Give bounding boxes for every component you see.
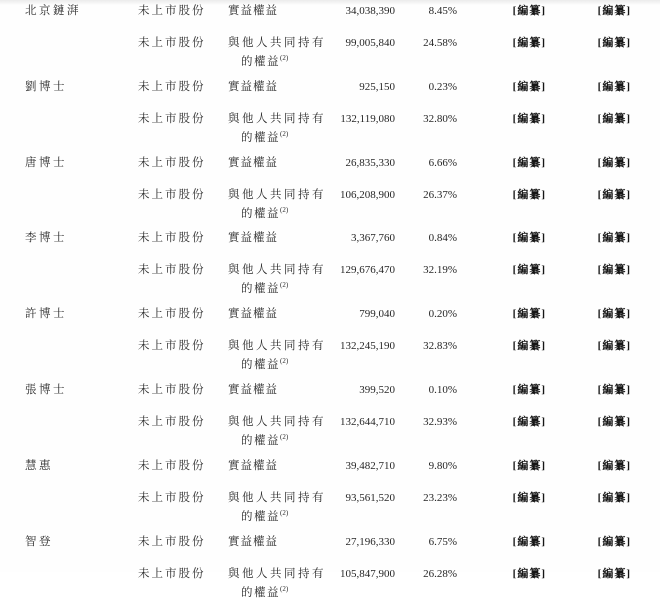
nature-of-interest-text: 與他人共同持有 <box>228 188 326 201</box>
nature-text: 的權益 <box>241 434 280 447</box>
shareholder-name: 劉博士 <box>25 80 67 93</box>
nature-of-interest-text-line2 <box>228 582 328 601</box>
nature-of-interest-text-line2 <box>228 278 328 297</box>
nature-text: 的權益 <box>241 510 280 523</box>
nature-of-interest-text: 實益權益 <box>228 308 278 321</box>
table-row <box>25 459 660 474</box>
nature-of-interest-text: 與他人共同持有 <box>228 340 326 353</box>
table-row <box>25 4 660 19</box>
redacted-cell: [編纂] <box>512 232 546 245</box>
percentage-cell: 8.45% <box>428 5 457 17</box>
redacted-cell: [編纂] <box>597 535 631 548</box>
nature-of-interest-cell <box>228 383 328 398</box>
nature-text: 的權益 <box>241 55 280 68</box>
footnote-ref: (2) <box>280 433 289 442</box>
shareholder-name: 智登 <box>25 535 53 548</box>
redacted-cell: [編纂] <box>512 384 546 397</box>
share-count-cell: 925,150 <box>359 80 395 93</box>
share-count-cell: 129,676,470 <box>340 264 395 277</box>
percentage-cell: 32.93% <box>423 416 457 429</box>
nature-of-interest-text: 實益權益 <box>228 384 278 397</box>
redacted-cell: [編纂] <box>597 80 631 93</box>
redacted-cell: [編纂] <box>512 567 546 580</box>
redacted-cell: [編纂] <box>597 188 631 201</box>
nature-of-interest-cell <box>228 415 328 449</box>
nature-text: 的權益 <box>241 131 280 144</box>
nature-of-interest-text: 與他人共同持有 <box>228 264 326 277</box>
share-count-cell: 132,644,710 <box>340 416 395 429</box>
nature-of-interest-text: 實益權益 <box>228 459 278 472</box>
nature-text: 的權益 <box>241 586 280 599</box>
percentage-cell: 6.75% <box>428 535 457 548</box>
footnote-ref: (2) <box>280 357 289 366</box>
nature-of-interest-text-line2 <box>228 127 328 146</box>
share-count-cell: 26,835,330 <box>345 156 395 169</box>
share-class-cell: 未上市股份 <box>138 232 206 245</box>
footnote-ref: (2) <box>280 584 289 593</box>
table-row <box>25 339 660 373</box>
redacted-cell: [編纂] <box>512 264 546 277</box>
percentage-cell: 26.37% <box>423 188 457 201</box>
percentage-cell: 26.28% <box>423 567 457 580</box>
redacted-cell: [編纂] <box>597 112 631 125</box>
redacted-cell: [編纂] <box>512 308 546 321</box>
nature-of-interest-cell <box>228 567 328 601</box>
table-row <box>25 567 660 601</box>
percentage-cell: 0.23% <box>428 80 457 93</box>
shareholding-table <box>25 4 660 601</box>
nature-of-interest-text: 與他人共同持有 <box>228 567 326 580</box>
nature-text: 的權益 <box>241 359 280 372</box>
redacted-cell: [編纂] <box>512 80 546 93</box>
table-row <box>25 535 660 550</box>
share-count-cell: 39,482,710 <box>345 459 395 472</box>
shareholder-group <box>25 535 660 601</box>
nature-text: 的權益 <box>241 207 280 220</box>
redacted-cell: [編纂] <box>597 308 631 321</box>
redacted-cell: [編纂] <box>512 156 546 169</box>
shareholder-group <box>25 156 660 222</box>
redacted-cell: [編纂] <box>512 5 546 17</box>
share-class-cell: 未上市股份 <box>138 416 206 429</box>
share-count-cell: 799,040 <box>359 308 395 321</box>
nature-of-interest-text-line2 <box>228 51 328 70</box>
nature-of-interest-text-line2 <box>228 354 328 373</box>
nature-of-interest-cell <box>228 535 328 550</box>
nature-of-interest-text-line2 <box>228 430 328 449</box>
table-row <box>25 156 660 171</box>
redacted-cell: [編纂] <box>597 232 631 245</box>
redacted-cell: [編纂] <box>512 459 546 472</box>
percentage-cell: 24.58% <box>423 37 457 49</box>
redacted-cell: [編纂] <box>512 340 546 353</box>
footnote-ref: (2) <box>280 54 289 62</box>
table-row <box>25 112 660 146</box>
nature-text: 的權益 <box>241 283 280 296</box>
share-class-cell: 未上市股份 <box>138 459 206 472</box>
percentage-cell: 0.84% <box>428 232 457 245</box>
redacted-cell: [編纂] <box>512 37 546 49</box>
redacted-cell: [編纂] <box>597 567 631 580</box>
redacted-cell: [編纂] <box>597 156 631 169</box>
redacted-cell: [編纂] <box>597 459 631 472</box>
share-count-cell: 34,038,390 <box>345 5 395 17</box>
share-class-cell: 未上市股份 <box>138 384 206 397</box>
nature-of-interest-cell <box>228 4 328 19</box>
share-count-cell: 106,208,900 <box>340 188 395 201</box>
shareholder-group <box>25 307 660 373</box>
share-class-cell: 未上市股份 <box>138 535 206 548</box>
nature-of-interest-cell <box>228 307 328 322</box>
nature-of-interest-text-line2 <box>228 506 328 525</box>
redacted-cell: [編纂] <box>597 264 631 277</box>
redacted-cell: [編纂] <box>597 384 631 397</box>
nature-of-interest-cell <box>228 112 328 146</box>
shareholder-group <box>25 4 660 70</box>
nature-of-interest-text: 與他人共同持有 <box>228 37 326 49</box>
table-row <box>25 231 660 246</box>
nature-of-interest-cell <box>228 188 328 222</box>
redacted-cell: [編纂] <box>597 491 631 504</box>
shareholder-name: 李博士 <box>25 232 67 245</box>
share-class-cell: 未上市股份 <box>138 112 206 125</box>
nature-of-interest-text: 實益權益 <box>228 232 278 245</box>
share-count-cell: 3,367,760 <box>351 232 395 245</box>
share-count-cell: 99,005,840 <box>345 37 395 49</box>
percentage-cell: 32.83% <box>423 340 457 353</box>
shareholder-name: 許博士 <box>25 308 67 321</box>
nature-of-interest-cell <box>228 156 328 171</box>
nature-of-interest-text: 實益權益 <box>228 5 278 17</box>
share-count-cell: 132,119,080 <box>340 112 395 125</box>
nature-of-interest-text: 實益權益 <box>228 156 278 169</box>
redacted-cell: [編纂] <box>597 340 631 353</box>
redacted-cell: [編纂] <box>597 5 631 17</box>
nature-of-interest-text: 與他人共同持有 <box>228 112 326 125</box>
nature-of-interest-text-line2 <box>228 203 328 222</box>
redacted-cell: [編纂] <box>597 37 631 49</box>
redacted-cell: [編纂] <box>597 416 631 429</box>
footnote-ref: (2) <box>280 129 289 138</box>
nature-of-interest-cell <box>228 36 328 70</box>
share-class-cell: 未上市股份 <box>138 37 206 49</box>
shareholder-group <box>25 231 660 297</box>
table-row <box>25 415 660 449</box>
share-count-cell: 27,196,330 <box>345 535 395 548</box>
share-class-cell: 未上市股份 <box>138 156 206 169</box>
nature-of-interest-text: 與他人共同持有 <box>228 416 326 429</box>
nature-of-interest-cell <box>228 339 328 373</box>
table-row <box>25 80 660 95</box>
table-row <box>25 307 660 322</box>
redacted-cell: [編纂] <box>512 188 546 201</box>
shareholder-group <box>25 383 660 449</box>
share-class-cell: 未上市股份 <box>138 308 206 321</box>
shareholder-group <box>25 80 660 146</box>
nature-of-interest-text: 與他人共同持有 <box>228 491 326 504</box>
nature-of-interest-cell <box>228 263 328 297</box>
share-count-cell: 93,561,520 <box>345 491 395 504</box>
table-row <box>25 188 660 222</box>
table-row <box>25 383 660 398</box>
share-class-cell: 未上市股份 <box>138 188 206 201</box>
footnote-ref: (2) <box>280 508 289 517</box>
percentage-cell: 32.80% <box>423 112 457 125</box>
table-row <box>25 36 660 70</box>
percentage-cell: 23.23% <box>423 491 457 504</box>
shareholder-name: 北京鏈湃 <box>25 5 81 17</box>
nature-of-interest-text: 實益權益 <box>228 80 278 93</box>
footnote-ref: (2) <box>280 205 289 214</box>
nature-of-interest-text: 實益權益 <box>228 535 278 548</box>
redacted-cell: [編纂] <box>512 491 546 504</box>
percentage-cell: 9.80% <box>428 459 457 472</box>
shareholder-group <box>25 459 660 525</box>
share-count-cell: 132,245,190 <box>340 340 395 353</box>
nature-of-interest-cell <box>228 80 328 95</box>
nature-of-interest-cell <box>228 231 328 246</box>
share-class-cell: 未上市股份 <box>138 264 206 277</box>
percentage-cell: 0.20% <box>428 308 457 321</box>
share-class-cell: 未上市股份 <box>138 340 206 353</box>
share-class-cell: 未上市股份 <box>138 5 206 17</box>
share-class-cell: 未上市股份 <box>138 80 206 93</box>
redacted-cell: [編纂] <box>512 112 546 125</box>
percentage-cell: 6.66% <box>428 156 457 169</box>
share-class-cell: 未上市股份 <box>138 567 206 580</box>
percentage-cell: 0.10% <box>428 384 457 397</box>
nature-of-interest-cell <box>228 459 328 474</box>
redacted-cell: [編纂] <box>512 535 546 548</box>
redacted-cell: [編纂] <box>512 416 546 429</box>
footnote-ref: (2) <box>280 281 289 290</box>
shareholder-name: 唐博士 <box>25 156 67 169</box>
nature-of-interest-cell <box>228 491 328 525</box>
table-row <box>25 491 660 525</box>
percentage-cell: 32.19% <box>423 264 457 277</box>
shareholder-name: 慧惠 <box>25 459 53 472</box>
share-count-cell: 105,847,900 <box>340 567 395 580</box>
share-count-cell: 399,520 <box>359 384 395 397</box>
table-row <box>25 263 660 297</box>
share-class-cell: 未上市股份 <box>138 491 206 504</box>
shareholder-name: 張博士 <box>25 384 67 397</box>
